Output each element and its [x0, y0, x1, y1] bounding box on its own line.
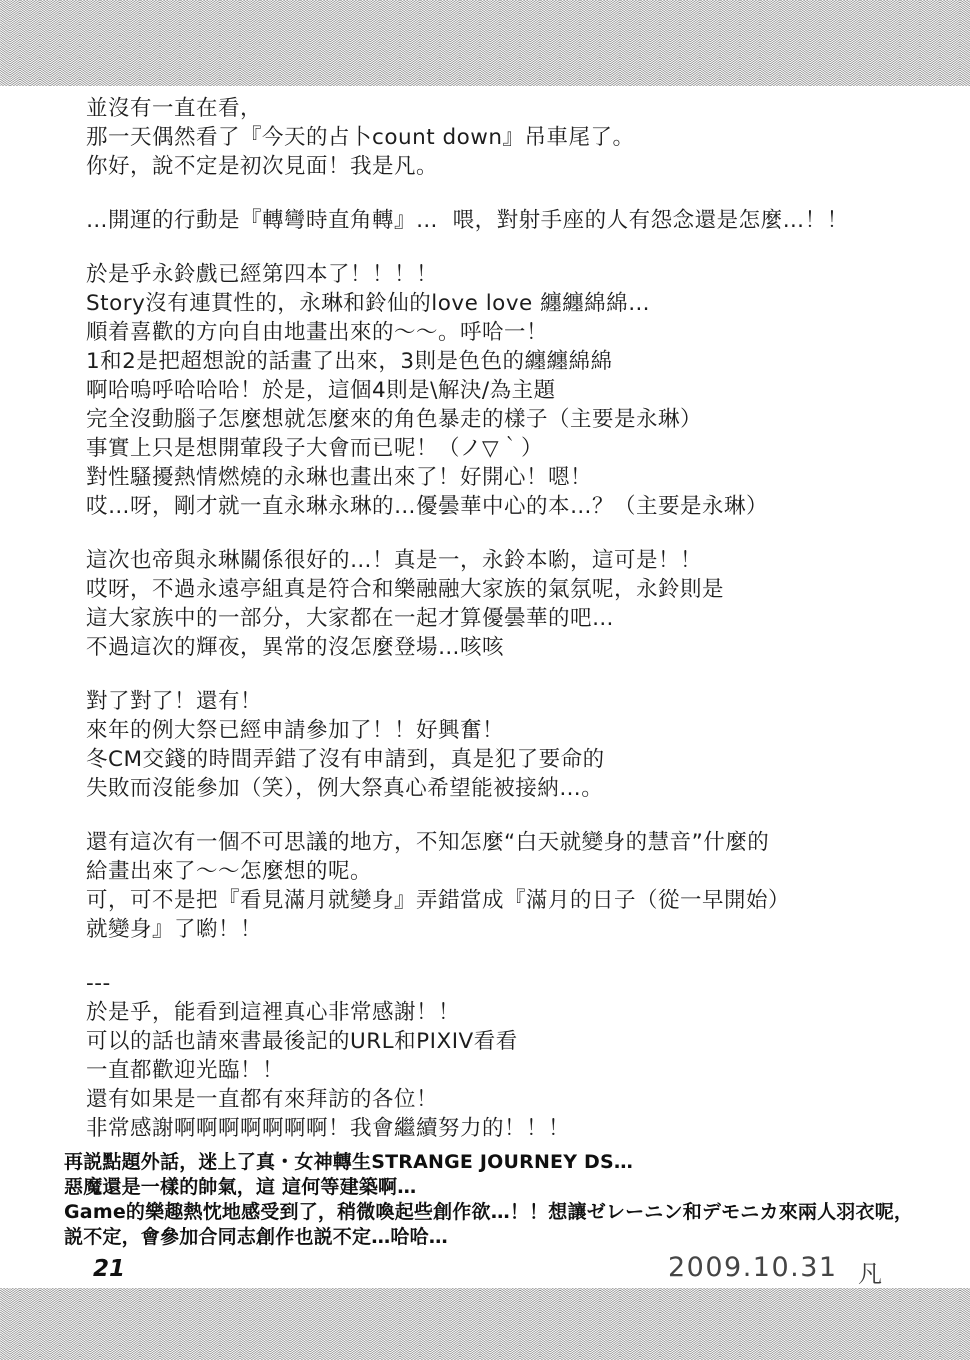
text-line: Story沒有連貫性的，永琳和鈴仙的love love 纏纏綿綿… — [86, 291, 651, 316]
paragraph — [86, 260, 956, 521]
text-line: 這大家族中的一部分，大家都在一起才算優曇華的吧… — [86, 606, 615, 631]
paragraph — [86, 828, 956, 944]
text-line: 可，可不是把『看見滿月就變身』弄錯當成『滿月的日子（從一早開始） — [86, 888, 791, 913]
text-line: 順着喜歡的方向自由地畫出來的～～。呼哈一！ — [86, 320, 549, 345]
text-line: 可以的話也請來書最後記的URL和PIXIV看看 — [86, 1029, 518, 1054]
text-line: 啊哈嗚呼哈哈哈！於是，這個4則是\解決/為主題 — [86, 378, 556, 403]
text-line: 事實上只是想開葷段子大會而已呢！（ノ▽｀） — [86, 436, 544, 461]
text-line: 來年的例大祭已經申請參加了！！好興奮！ — [86, 718, 505, 743]
main-paragraphs — [86, 94, 956, 1143]
text-line: 不過這次的輝夜，異常的沒怎麼登場…咳咳 — [86, 635, 505, 660]
text-line: 非常感謝啊啊啊啊啊啊啊！我會繼續努力的！！！ — [86, 1116, 571, 1141]
decorative-border-top — [0, 0, 970, 86]
herringbone-pattern-top — [0, 0, 970, 86]
text-line: 那一天偶然看了『今天的占卜count down』吊車尾了。 — [86, 125, 635, 150]
text-line: 一直都歡迎光臨！！ — [86, 1058, 285, 1083]
afterword-body-text — [86, 94, 956, 1143]
paragraph — [86, 687, 956, 803]
paragraph — [86, 546, 956, 662]
page-number: 21 — [93, 1256, 126, 1282]
text-line: 就變身』了喲！！ — [86, 917, 263, 942]
text-line: 並沒有一直在看， — [86, 96, 263, 121]
text-line: Game的樂趣熱忱地感受到了，稍微喚起些創作欲…！！想讓ゼレーニン和デモニカ來兩人羽衣呢， — [64, 1201, 914, 1223]
text-line: 惡魔還是一樣的帥氣，這 這何等建築啊… — [64, 1176, 417, 1198]
paragraph — [86, 94, 956, 181]
text-line: 還有如果是一直都有來拜訪的各位！ — [86, 1087, 439, 1112]
text-line: 對了對了！還有！ — [86, 689, 263, 714]
text-line: …開運的行動是『轉彎時直角轉』… 喂，對射手座的人有怨念還是怎麼…！！ — [86, 208, 849, 233]
decorative-border-bottom — [0, 1288, 970, 1360]
text-line: 再説點題外話，迷上了真・女神轉生STRANGE JOURNEY DS… — [64, 1151, 634, 1173]
text-line: 完全沒動腦子怎麼想就怎麼來的角色暴走的樣子（主要是永琳） — [86, 407, 703, 432]
text-line: 於是乎永鈴戲已經第四本了！！！！ — [86, 262, 439, 287]
paragraph — [86, 969, 956, 1143]
text-line: 還有這次有一個不可思議的地方，不知怎麼“白天就變身的慧音”什麼的 — [86, 830, 770, 855]
herringbone-pattern-bottom — [0, 1288, 970, 1360]
text-line: 對性騷擾熱情燃燒的永琳也畫出來了！好開心！嗯！ — [86, 465, 593, 490]
text-line: 冬CM交錢的時間弄錯了沒有申請到，真是犯了要命的 — [86, 747, 605, 772]
paragraph — [86, 206, 956, 235]
text-line: 1和2是把超想說的話畫了出來，3則是色色的纏纏綿綿 — [86, 349, 613, 374]
text-line: 給畫出來了～～怎麼想的呢。 — [86, 859, 373, 884]
text-line: 説不定，會參加合同志創作也説不定…哈哈… — [64, 1226, 449, 1248]
author-signature: 凡 — [858, 1260, 882, 1288]
publication-date: 2009.10.31 — [668, 1252, 838, 1283]
text-line: 你好，說不定是初次見面！我是凡。 — [86, 154, 439, 179]
text-line: 哎呀，不過永遠亭組真是符合和樂融融大家族的氣氛呢，永鈴則是 — [86, 577, 725, 602]
text-line: --- — [86, 971, 111, 996]
text-line: 哎…呀，剛才就一直永琳永琳的…優曇華中心的本…？（主要是永琳） — [86, 494, 769, 519]
page-footer — [0, 1248, 970, 1288]
text-line: 於是乎，能看到這裡真心非常感謝！！ — [86, 1000, 461, 1025]
text-line: 這次也帝與永琳關係很好的…！真是一，永鈴本喲，這可是！！ — [86, 548, 703, 573]
text-line: 失敗而沒能參加（笑），例大祭真心希望能被接納…。 — [86, 776, 604, 801]
postscript-note — [64, 1150, 954, 1250]
